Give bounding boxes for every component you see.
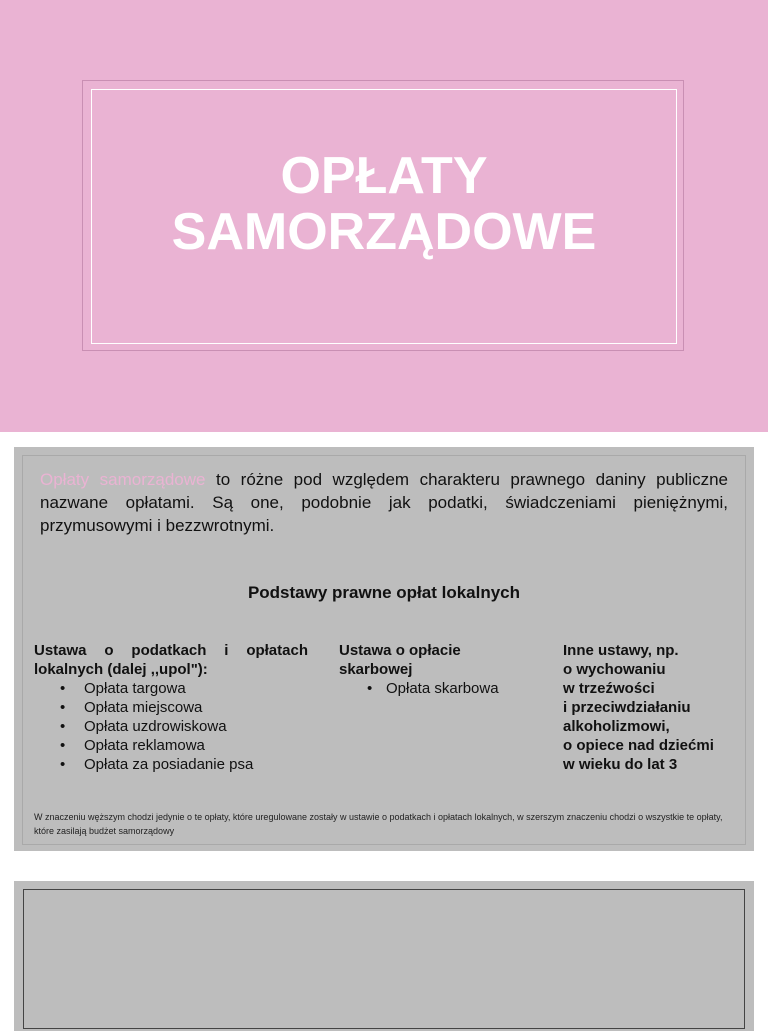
list-item: • Opłata targowa: [34, 679, 308, 698]
other-acts-line: Inne ustawy, np.: [563, 642, 679, 659]
intro-text: to różne pod względem charakteru prawnego daniny publiczne nazwane opłatami. Są one, podobnie jak podatki, świadczeniami pieniężnymi, przymusowymi i bezzwrotnymi.: [40, 470, 728, 535]
title-line-2: SAMORZĄDOWE: [171, 203, 597, 261]
column-other-acts: [563, 641, 743, 774]
other-acts-line: alkoholizmowi,: [563, 718, 670, 735]
column-skarbowa-heading-line-1: Ustawa o opłacie: [339, 642, 461, 659]
other-acts-line: o opiece nad dziećmi: [563, 737, 714, 754]
list-item: • Opłata uzdrowiskowa: [34, 717, 308, 736]
other-acts-line: w wieku do lat 3: [563, 756, 678, 773]
intro-highlight: Opłaty samorządowe: [40, 470, 206, 489]
slide-title: [91, 148, 677, 260]
other-acts-line: w trzeźwości: [563, 680, 655, 697]
other-acts-line: o wychowaniu: [563, 661, 666, 678]
column-upol-heading: Ustawa o podatkach i opłatach lokalnych (dalej ,,upol"):: [34, 642, 308, 678]
list-item: • Opłata miejscowa: [34, 698, 308, 717]
next-slide-border: [23, 889, 745, 1029]
list-item: • Opłata skarbowa: [339, 679, 539, 698]
column-skarbowa-list: [339, 679, 539, 698]
title-line-1: OPŁATY: [280, 147, 488, 205]
list-item: • Opłata za posiadanie psa: [34, 755, 308, 774]
other-acts-line: i przeciwdziałaniu: [563, 699, 691, 716]
column-upol-list: [34, 679, 308, 774]
column-skarbowa: [339, 641, 539, 698]
intro-paragraph: [40, 468, 728, 537]
section-heading: Podstawy prawne opłat lokalnych: [247, 583, 521, 602]
list-item: • Opłata reklamowa: [34, 736, 308, 755]
footnote: W znaczeniu węższym chodzi jedynie o te opłaty, które uregulowane zostały w ustawie o podatkach i opłatach lokalnych, w szerszym znaczeniu chodzi o wszystkie te opłaty, które zasilają budżet samorządowy: [34, 812, 723, 836]
column-upol: [34, 641, 308, 774]
column-skarbowa-heading-line-2: skarbowej: [339, 661, 413, 678]
